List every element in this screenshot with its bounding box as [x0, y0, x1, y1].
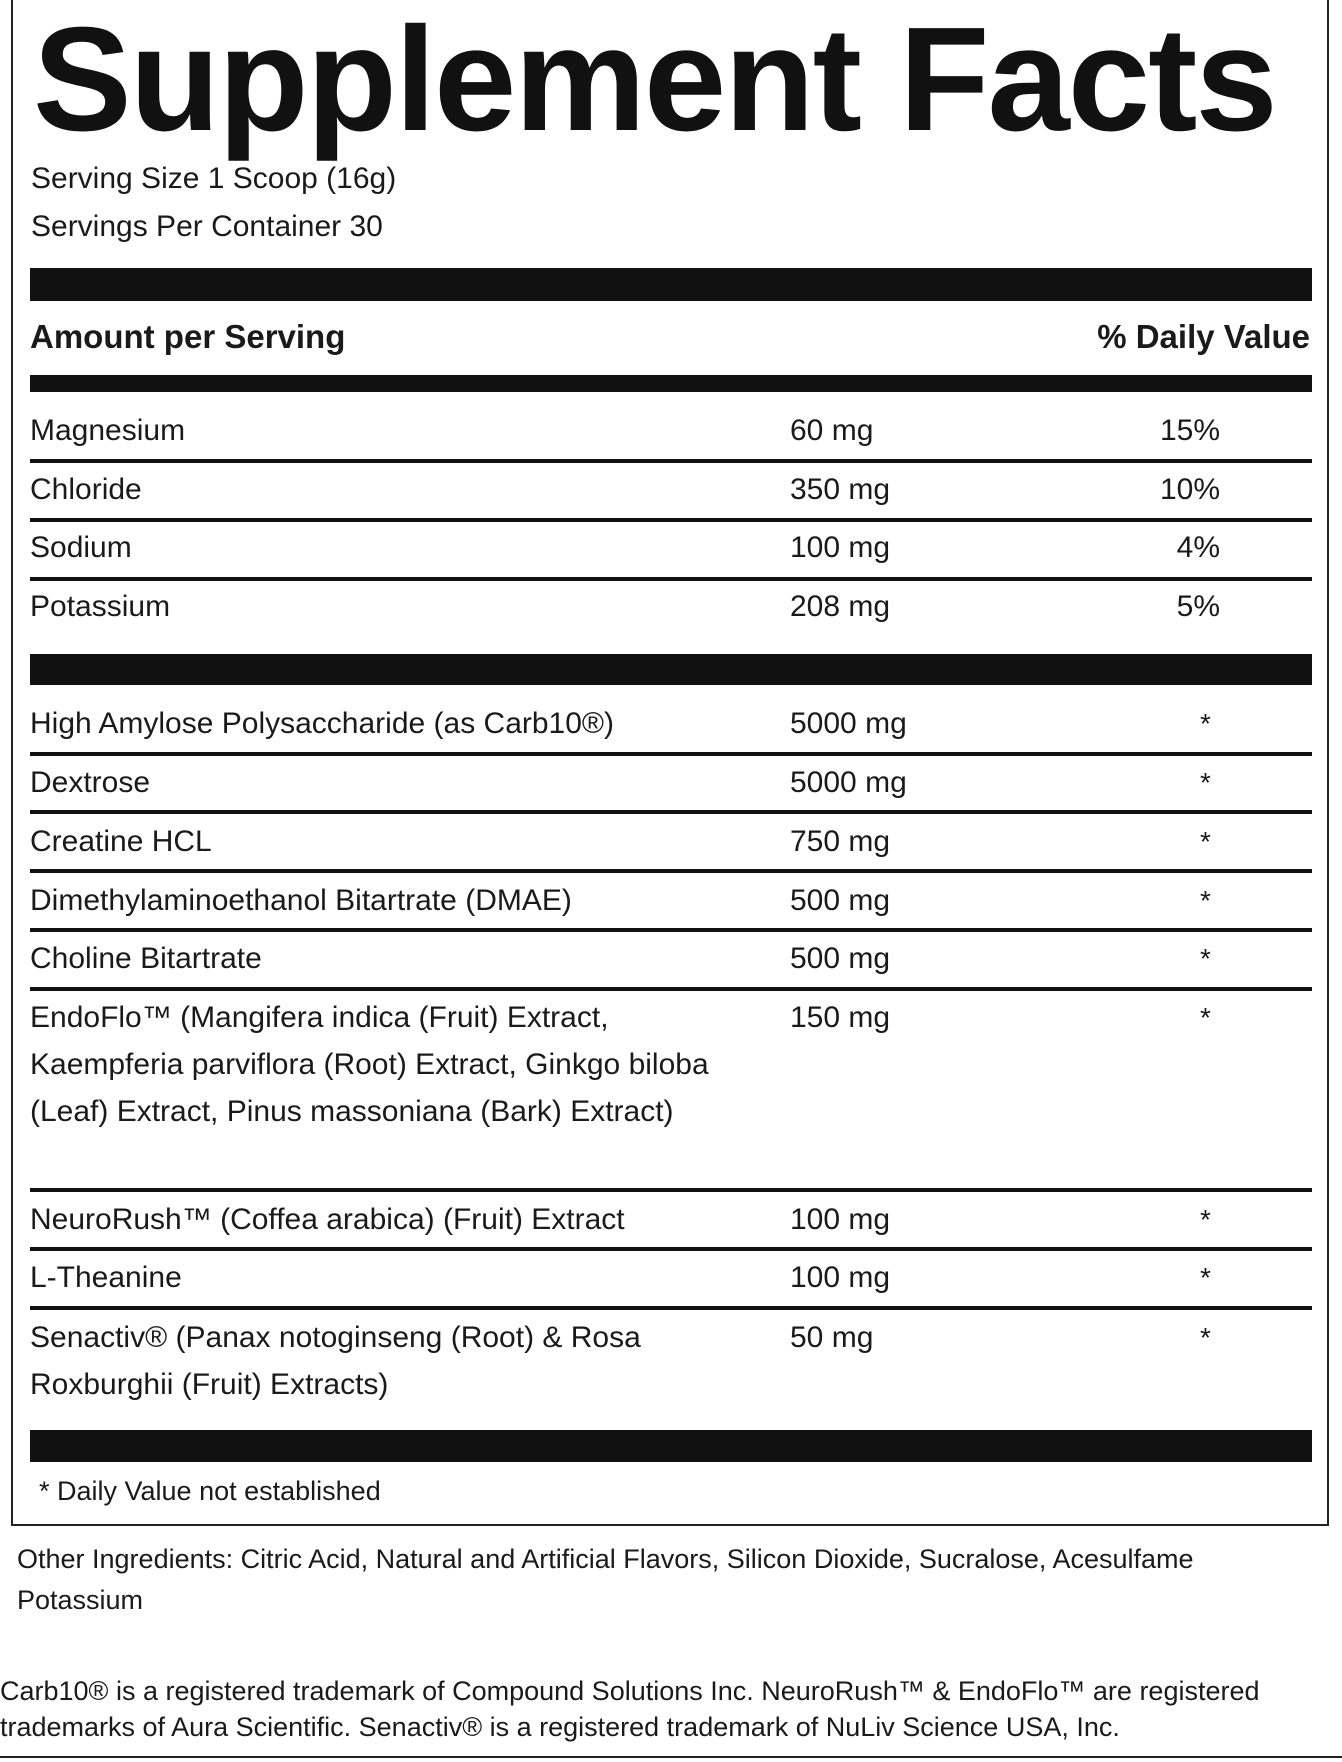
supplement-facts-panel [11, 0, 1329, 1526]
nutrient-daily-value: 10% [1159, 473, 1220, 506]
daily-value-header: % Daily Value [1097, 318, 1310, 355]
thick-divider [30, 1430, 1312, 1462]
ingredient-daily-value: * [1200, 708, 1211, 739]
ingredient-daily-value: * [1200, 1204, 1211, 1235]
row-divider [30, 1247, 1312, 1251]
trademark-note: Carb10® is a registered trademark of Compound Solutions Inc. NeuroRush™ & EndoFlo™ are registered trademarks of Aura Scientific. Senactiv® is a registered trademark of NuLiv Science USA, Inc. [0, 1676, 1260, 1742]
ingredient-amount: 5000 mg [790, 707, 907, 740]
ingredient-name: High Amylose Polysaccharide (as Carb10®) [30, 707, 615, 740]
nutrient-name: Potassium [30, 590, 171, 623]
servings-per-container: Servings Per Container 30 [31, 210, 383, 243]
row-divider [30, 928, 1312, 932]
ingredient-name: Dimethylaminoethanol Bitartrate (DMAE) [30, 884, 572, 917]
nutrient-daily-value: 15% [1159, 414, 1220, 447]
nutrient-amount: 350 mg [790, 473, 891, 506]
ingredient-amount: 50 mg [790, 1321, 874, 1354]
serving-size: Serving Size 1 Scoop (16g) [31, 162, 397, 195]
ingredient-daily-value: * [1200, 943, 1211, 974]
daily-value-footnote: * Daily Value not established [39, 1476, 381, 1506]
bottom-rule [0, 1756, 1342, 1758]
ingredient-amount: 500 mg [790, 942, 891, 975]
other-ingredients: Other Ingredients: Citric Acid, Natural and Artificial Flavors, Silicon Dioxide, Sucralose, Acesulfame Potassium [17, 1544, 1194, 1615]
ingredient-name: Senactiv® (Panax notoginseng (Root) & Rosa Roxburghii (Fruit) Extracts) [30, 1321, 641, 1401]
ingredient-daily-value: * [1200, 1002, 1211, 1033]
nutrient-daily-value: 4% [1176, 531, 1220, 564]
row-divider [30, 987, 1312, 991]
thick-divider [30, 654, 1312, 685]
ingredient-daily-value: * [1200, 1262, 1211, 1293]
row-divider [30, 518, 1312, 522]
ingredient-daily-value: * [1200, 1322, 1211, 1353]
ingredient-amount: 100 mg [790, 1203, 891, 1236]
ingredient-daily-value: * [1200, 767, 1211, 798]
row-divider [30, 752, 1312, 756]
row-divider [30, 1306, 1312, 1310]
ingredient-name: Choline Bitartrate [30, 942, 262, 975]
row-divider [30, 810, 1312, 814]
ingredient-amount: 500 mg [790, 884, 891, 917]
ingredient-amount: 750 mg [790, 825, 891, 858]
row-divider [30, 459, 1312, 463]
ingredient-amount: 5000 mg [790, 766, 907, 799]
ingredient-name: L-Theanine [30, 1261, 182, 1294]
ingredient-name: EndoFlo™ (Mangifera indica (Fruit) Extract, Kaempferia parviflora (Root) Extract, Ginkgo biloba (Leaf) Extract, Pinus massoniana (Bark) Extract) [30, 1001, 709, 1128]
nutrient-daily-value: 5% [1176, 590, 1220, 623]
nutrient-name: Chloride [30, 473, 142, 506]
ingredient-daily-value: * [1200, 826, 1211, 857]
thick-divider [30, 268, 1312, 301]
ingredient-amount: 150 mg [790, 1001, 891, 1034]
nutrient-amount: 100 mg [790, 531, 891, 564]
row-divider [30, 869, 1312, 873]
row-divider [30, 1188, 1312, 1192]
ingredient-name: NeuroRush™ (Coffea arabica) (Fruit) Extract [30, 1203, 625, 1236]
medium-divider [30, 375, 1312, 392]
amount-per-serving-header: Amount per Serving [30, 318, 346, 355]
nutrient-amount: 60 mg [790, 414, 874, 447]
nutrient-name: Magnesium [30, 414, 186, 447]
ingredient-name: Dextrose [30, 766, 151, 799]
label-title: Supplement Facts [33, 0, 1276, 162]
ingredient-name: Creatine HCL [30, 825, 212, 858]
ingredient-daily-value: * [1200, 885, 1211, 916]
row-divider [30, 577, 1312, 581]
nutrient-name: Sodium [30, 531, 132, 564]
ingredient-amount: 100 mg [790, 1261, 891, 1294]
nutrient-amount: 208 mg [790, 590, 891, 623]
